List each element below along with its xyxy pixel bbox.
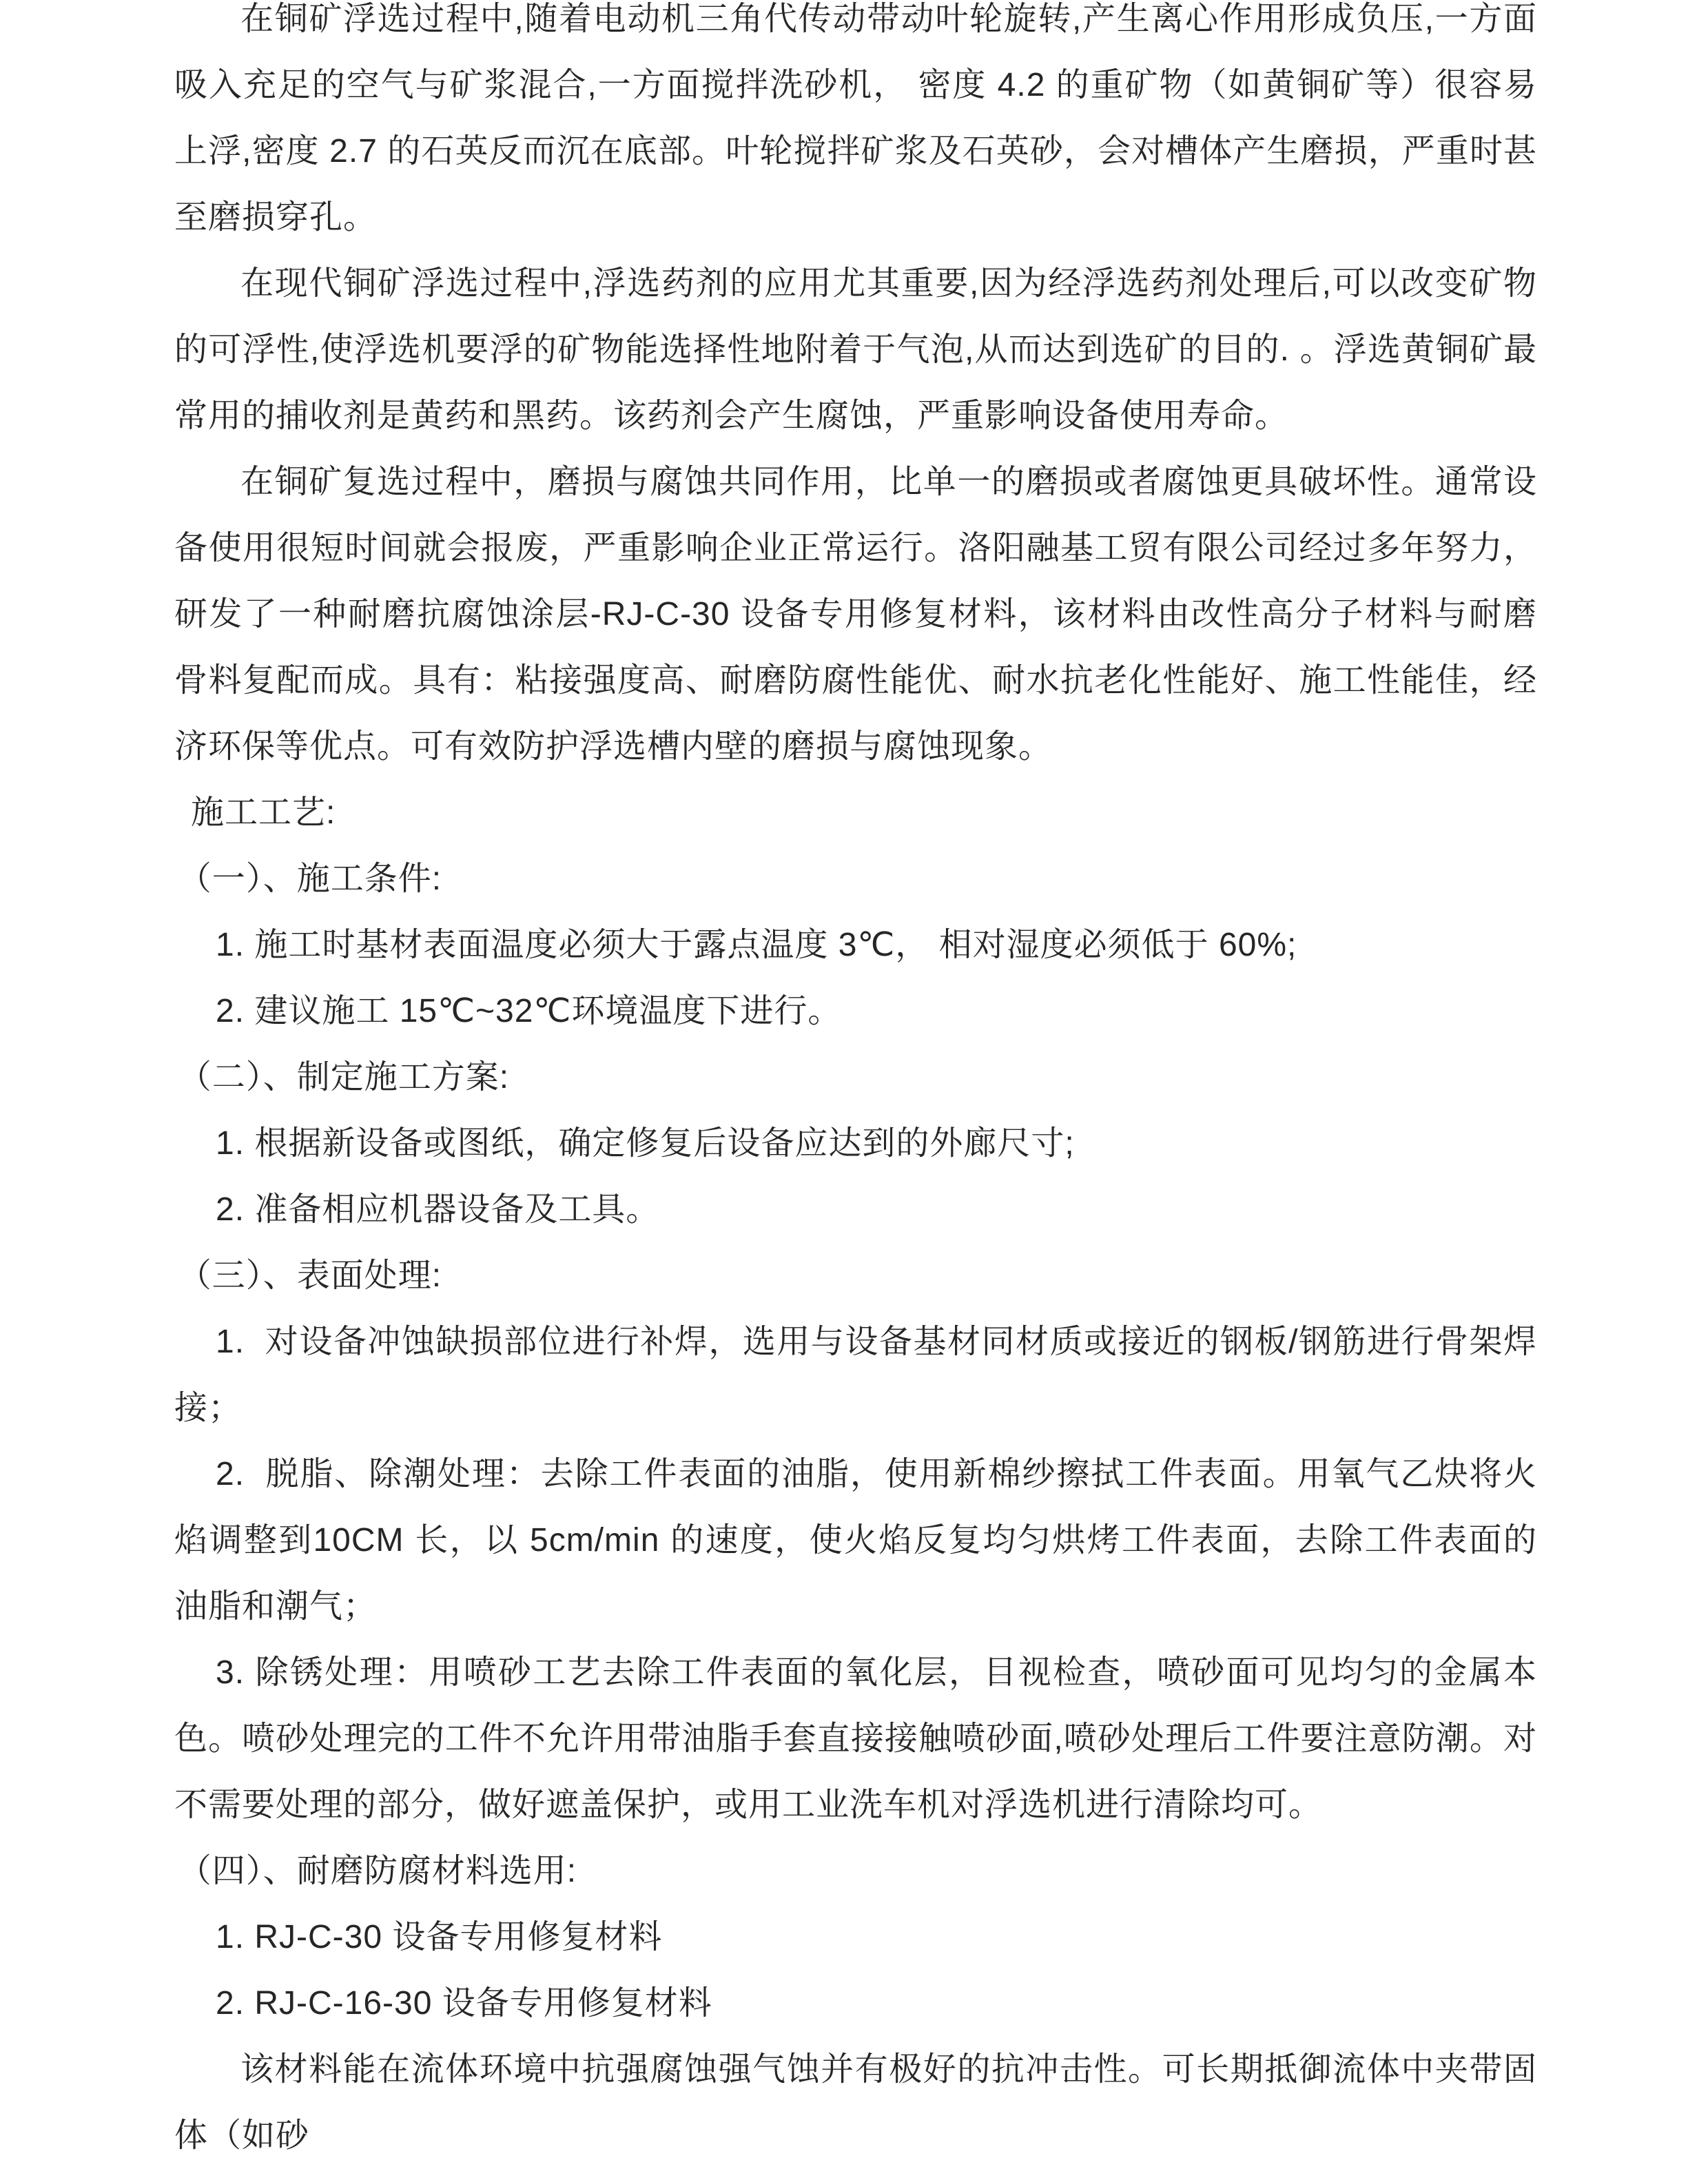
section-3-surface-treatment: （三）、表面处理: xyxy=(178,1257,442,1294)
section-1-construction-conditions: （一）、施工条件: xyxy=(178,861,442,897)
item-2-1-outline-dimensions: 1. 根据新设备或图纸，确定修复后设备应达到的外廊尺寸; xyxy=(216,1125,1075,1162)
heading-construction-process: 施工工艺: xyxy=(191,794,336,831)
paragraph-material-properties: 该材料能在流体环境中抗强腐蚀强气蚀并有极好的抗冲击性。可长期抵御流体中夹带固体（如砂 xyxy=(174,2051,1537,2154)
item-4-2-rj-c-16-30: 2. RJ-C-16-30 设备专用修复材料 xyxy=(216,1985,712,2022)
item-1-1-surface-temperature: 1. 施工时基材表面温度必须大于露点温度 3℃， 相对湿度必须低于 60%; xyxy=(216,927,1297,963)
paragraph-wear-corrosion-material: 在铜矿复选过程中，磨损与腐蚀共同作用，比单一的磨损或者腐蚀更具破坏性。通常设备使用很短时间就会报废，严重影响企业正常运行。洛阳融基工贸有限公司经过多年努力，研发了一种耐磨抗腐蚀涂层-RJ-C-30 设备专用修复材料，该材料由改性高分子材料与耐磨骨料复配而成。具有：粘接强度高、耐磨防腐性能优、耐水抗老化性能好、施工性能佳，经济环保等优点。可有效防护浮选槽内壁的磨损与腐蚀现象。 xyxy=(174,464,1537,765)
paragraph-flotation-reagents: 在现代铜矿浮选过程中,浮选药剂的应用尤其重要,因为经浮选药剂处理后,可以改变矿物的可浮性,使浮选机要浮的矿物能选择性地附着于气泡,从而达到选矿的目的. 。浮选黄铜矿最常用的捕收剂是黄药和黑药。该药剂会产生腐蚀，严重影响设备使用寿命。 xyxy=(174,265,1537,434)
item-4-1-rj-c-30: 1. RJ-C-30 设备专用修复材料 xyxy=(216,1919,663,1955)
item-3-2-degrease-dehumidify: 2. 脱脂、除潮处理：去除工件表面的油脂，使用新棉纱擦拭工件表面。用氧气乙炔将火焰调整到10CM 长，以 5cm/min 的速度，使火焰反复均匀烘烤工件表面，去除工件表面的油脂和潮气； xyxy=(174,1456,1537,1625)
section-2-construction-plan: （二）、制定施工方案: xyxy=(178,1059,510,1096)
item-1-2-ambient-temperature: 2. 建议施工 15℃~32℃环境温度下进行。 xyxy=(216,993,842,1029)
section-4-material-selection: （四）、耐磨防腐材料选用: xyxy=(178,1853,577,1889)
item-3-1-repair-welding: 1. 对设备冲蚀缺损部位进行补焊，选用与设备基材同材质或接近的钢板/钢筋进行骨架焊接； xyxy=(174,1324,1537,1426)
item-3-3-rust-removal: 3. 除锈处理：用喷砂工艺去除工件表面的氧化层，目视检查，喷砂面可见均匀的金属本色。喷砂处理完的工件不允许用带油脂手套直接接触喷砂面,喷砂处理后工件要注意防潮。对不需要处理的部分，做好遮盖保护，或用工业洗车机对浮选机进行清除均可。 xyxy=(174,1654,1537,1823)
paragraph-flotation-process: 在铜矿浮选过程中,随着电动机三角代传动带动叶轮旋转,产生离心作用形成负压,一方面吸入充足的空气与矿浆混合,一方面搅拌洗砂机， 密度 4.2 的重矿物（如黄铜矿等）很容易上浮,密度 2.7 的石英反而沉在底部。叶轮搅拌矿浆及石英砂，会对槽体产生磨损，严重时甚至磨损穿孔。 xyxy=(174,1,1537,236)
item-2-2-prepare-equipment: 2. 准备相应机器设备及工具。 xyxy=(216,1191,660,1228)
